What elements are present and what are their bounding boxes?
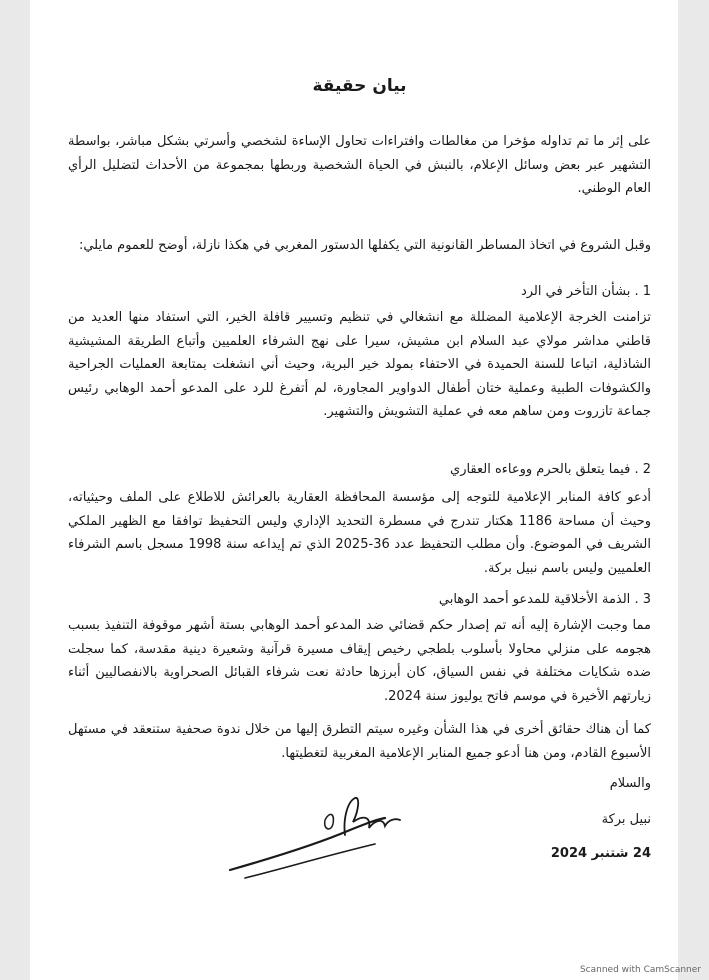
document-title: بيان حقيقة (312, 76, 407, 96)
document-page (30, 0, 678, 980)
section-3-title: الذمة الأخلاقية للمدعو أحمد الوهابي (438, 592, 631, 607)
section-1-title: بشأن التأخر في الرد (520, 284, 631, 299)
preface-paragraph: وقبل الشروع في اتخاذ المساطر القانونية التي يكفلها الدستور المغربي في هكذا نازلة، أوضح للعموم مايلي: (78, 238, 651, 253)
closing-paragraph: كما أن هناك حقائق أخرى في هذا الشأن وغيره سيتم التطرق إليها من خلال ندوة صحفية ستنعقد في مستهل الأسبوع القادم، ومن هنا أدعو جميع المنابر الإعلامية المغربية لتغطيتها. (68, 722, 651, 761)
section-1-body: تزامنت الخرجة الإعلامية المضللة مع انشغالي في تنظيم وتسيير قافلة الخير، التي استفاد منها العديد من قاطني مداشر مولاي عبد السلام ابن مشيش، سيرا على نهج الشرفاء العلميين وأتباع الطريقة المشيشية الشاذلية، اتباعا للسنة الحميدة في الاحتفاء بمولد خير البرية، وحيث أني انشغلت بمتابعة العمليات الجراحية والكشوفات الطبية وعملية ختان أطفال الدواوير المجاورة، لم أتفرغ للرد على المدعو أحمد الوهابي رئيس جماعة تازروت ومن ساهم معه في عملية التشويش والتشهير. (68, 310, 651, 419)
section-3-number: 3 (642, 592, 651, 607)
section-2-heading: 2 . فيما يتعلق بالحرم ووعاءه العقاري (450, 462, 651, 477)
camscanner-watermark: Scanned with CamScanner (579, 965, 701, 975)
salutation: والسلام (609, 776, 651, 791)
handwritten-signature (225, 790, 415, 885)
section-2-number: 2 (642, 462, 651, 477)
section-1-number: 1 (642, 284, 651, 299)
section-2-title: فيما يتعلق بالحرم ووعاءه العقاري (450, 462, 631, 477)
intro-paragraph: على إثر ما تم تداوله مؤخرا من مغالطات وافتراءات تحاول الإساءة لشخصي وأسرتي بشكل مباشر، بواسطة التشهير عبر بعض وسائل الإعلام، بالنبش في الحياة الشخصية وربطها بمجموعة من الأحداث لتضليل الرأي العام الوطني. (68, 134, 651, 196)
section-2-body: أدعو كافة المنابر الإعلامية للتوجه إلى مؤسسة المحافظة العقارية بالعرائش للاطلاع على الملف وحيثياته، وحيث أن مساحة 1186 هكتار تندرج في مسطرة التحديد الإداري وليس التحفيظ توافقا مع الظهير الملكي الشريف في الموضوع. وأن مطلب التحفيظ عدد 36-2025 الذي تم إيداعه سنة 1998 مسجل باسم الشرفاء العلميين وليس باسم نبيل بركة. (68, 490, 651, 576)
document-date: 24 شتنبر 2024 (550, 846, 651, 861)
signatory-name: نبيل بركة (601, 812, 651, 827)
section-3-body: مما وجبت الإشارة إليه أنه تم إصدار حكم قضائي ضد المدعو أحمد الوهابي بستة أشهر موقوفة التنفيذ بسبب هجومه على منزلي محاولا بأسلوب بلطجي رخيص إيقاف مسيرة قرآنية وشعيرة دينية مقدسة، كما سجلت ضده شكايات مختلفة في نفس السياق، كان أبرزها حادثة نعت شرفاء القبائل الصحراوية بالانفصاليين أثناء زيارتهم الأخيرة في موسم فاتح يوليوز سنة 2024. (68, 618, 651, 704)
section-1-heading: 1 . بشأن التأخر في الرد (520, 284, 651, 299)
section-3-heading: 3 . الذمة الأخلاقية للمدعو أحمد الوهابي (438, 592, 651, 607)
